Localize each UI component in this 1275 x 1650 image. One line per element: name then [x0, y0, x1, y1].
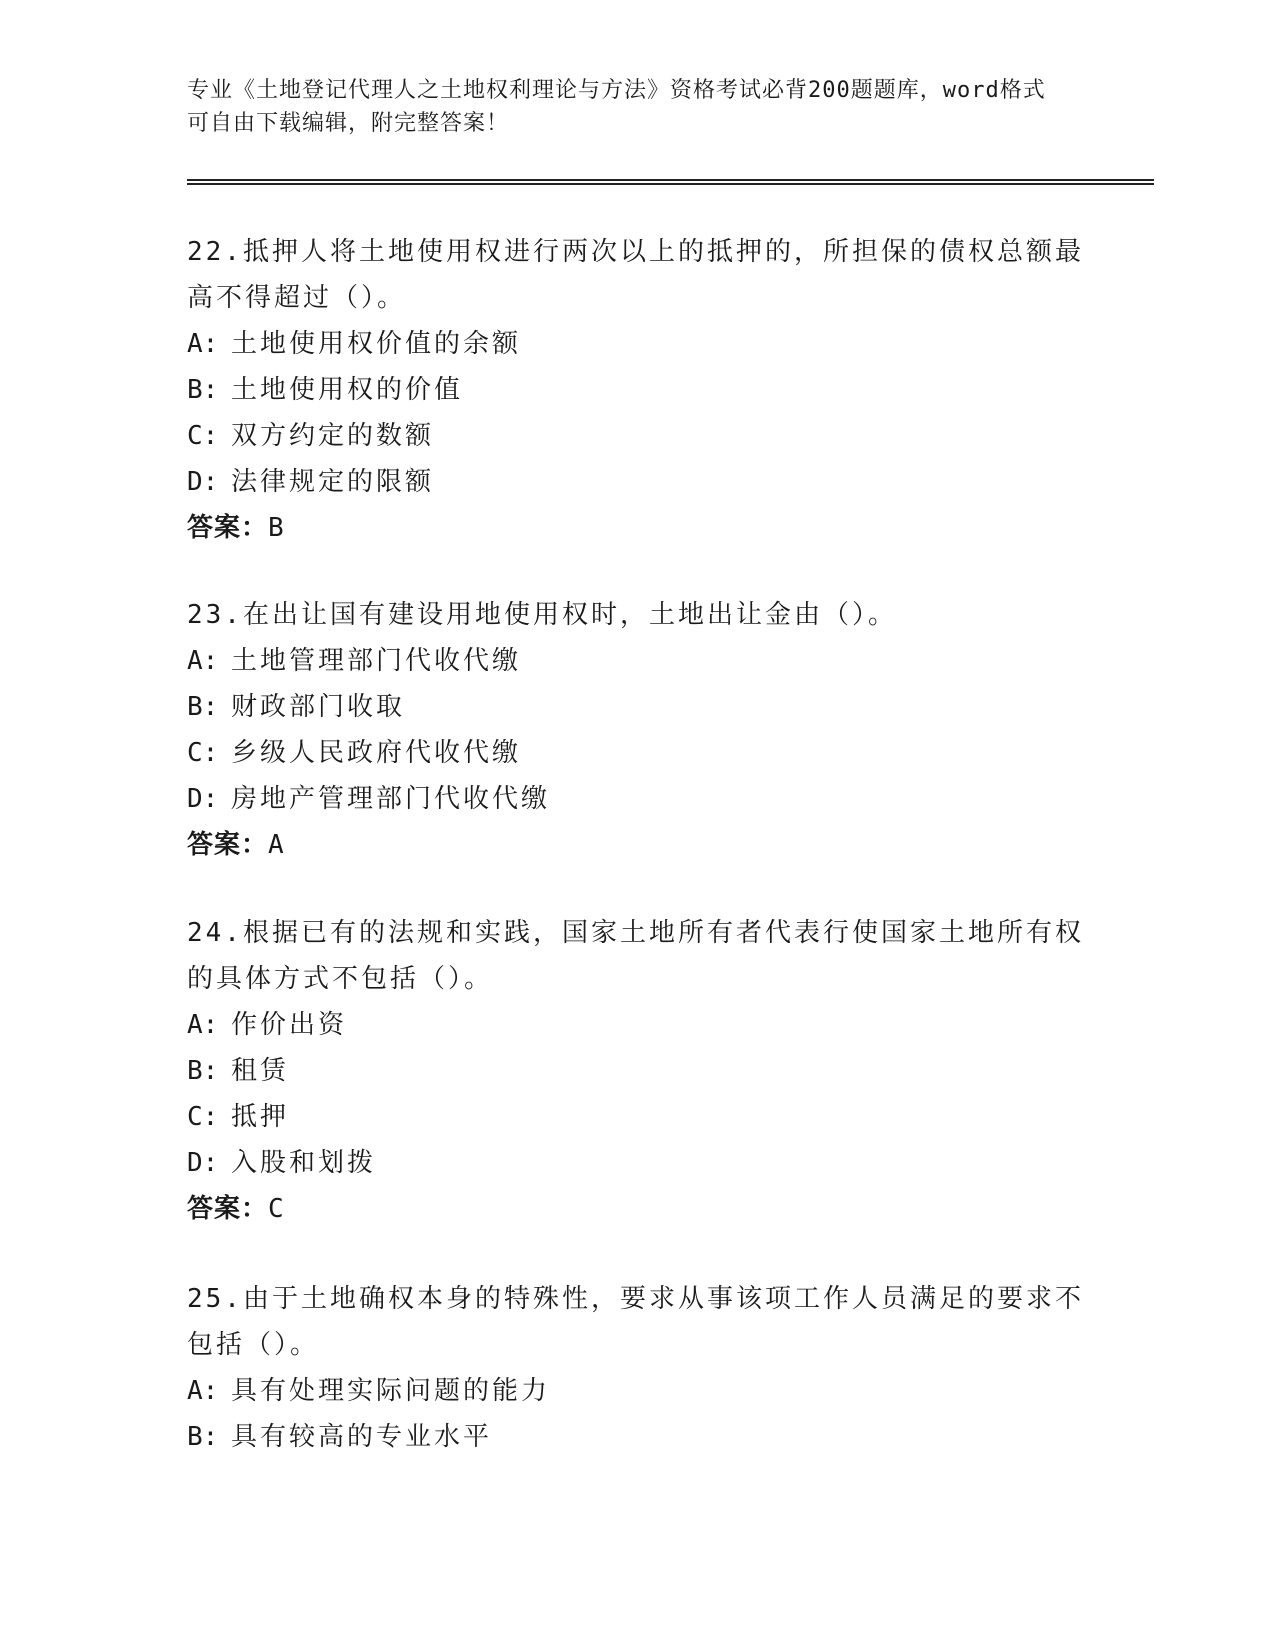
answer-label: 答案： [187, 513, 269, 543]
option-letter: B: [187, 375, 219, 405]
option-text: 房地产管理部门代收代缴 [231, 784, 551, 814]
option-text: 土地使用权的价值 [231, 375, 464, 405]
option-d [187, 1140, 1087, 1186]
option-d [187, 776, 1087, 822]
option-a [187, 1002, 1087, 1048]
answer-line [187, 822, 1087, 868]
header-double-rule [187, 179, 1154, 185]
option-text: 入股和划拨 [231, 1148, 377, 1178]
option-text: 抵押 [231, 1102, 290, 1132]
option-text: 作价出资 [231, 1010, 348, 1040]
option-a [187, 321, 1087, 367]
answer-value: A [268, 830, 285, 860]
option-letter: B: [187, 692, 219, 722]
option-text: 具有较高的专业水平 [231, 1422, 493, 1452]
option-b [187, 1414, 1087, 1460]
option-a [187, 1368, 1087, 1414]
option-letter: D: [187, 1148, 219, 1178]
option-text: 租赁 [231, 1056, 290, 1086]
option-text: 财政部门收取 [231, 692, 406, 722]
option-b [187, 367, 1087, 413]
option-d [187, 459, 1087, 505]
option-text: 法律规定的限额 [231, 467, 435, 497]
question-24 [187, 910, 1087, 1232]
option-a [187, 638, 1087, 684]
option-b [187, 684, 1087, 730]
option-letter: C: [187, 738, 219, 768]
option-letter: A: [187, 1376, 219, 1406]
answer-line [187, 505, 1087, 551]
option-letter: C: [187, 421, 219, 451]
option-letter: B: [187, 1422, 219, 1452]
option-letter: A: [187, 329, 219, 359]
option-b [187, 1048, 1087, 1094]
answer-value: B [268, 513, 285, 543]
option-letter: B: [187, 1056, 219, 1086]
answer-label: 答案： [187, 1194, 269, 1224]
question-25 [187, 1276, 1087, 1460]
document-header: 专业《土地登记代理人之土地权利理论与方法》资格考试必背200题题库，word格式可自由下载编辑，附完整答案！ [187, 78, 1046, 136]
option-letter: A: [187, 646, 219, 676]
question-stem: 22.抵押人将土地使用权进行两次以上的抵押的，所担保的债权总额最高不得超过（）。 [187, 237, 1084, 313]
answer-label: 答案： [187, 830, 269, 860]
answer-value: C [268, 1194, 285, 1224]
option-text: 土地使用权价值的余额 [231, 329, 522, 359]
question-22 [187, 229, 1087, 551]
answer-line [187, 1186, 1087, 1232]
question-stem: 23.在出让国有建设用地使用权时，土地出让金由（）。 [187, 600, 897, 630]
option-letter: C: [187, 1102, 219, 1132]
option-c [187, 413, 1087, 459]
question-stem: 25.由于土地确权本身的特殊性，要求从事该项工作人员满足的要求不包括（）。 [187, 1284, 1084, 1360]
question-stem: 24.根据已有的法规和实践，国家土地所有者代表行使国家土地所有权的具体方式不包括（）。 [187, 918, 1084, 994]
option-text: 乡级人民政府代收代缴 [231, 738, 522, 768]
option-c [187, 1094, 1087, 1140]
question-23 [187, 592, 1087, 868]
option-letter: D: [187, 784, 219, 814]
option-letter: A: [187, 1010, 219, 1040]
option-letter: D: [187, 467, 219, 497]
option-c [187, 730, 1087, 776]
option-text: 双方约定的数额 [231, 421, 435, 451]
option-text: 具有处理实际问题的能力 [231, 1376, 551, 1406]
option-text: 土地管理部门代收代缴 [231, 646, 522, 676]
